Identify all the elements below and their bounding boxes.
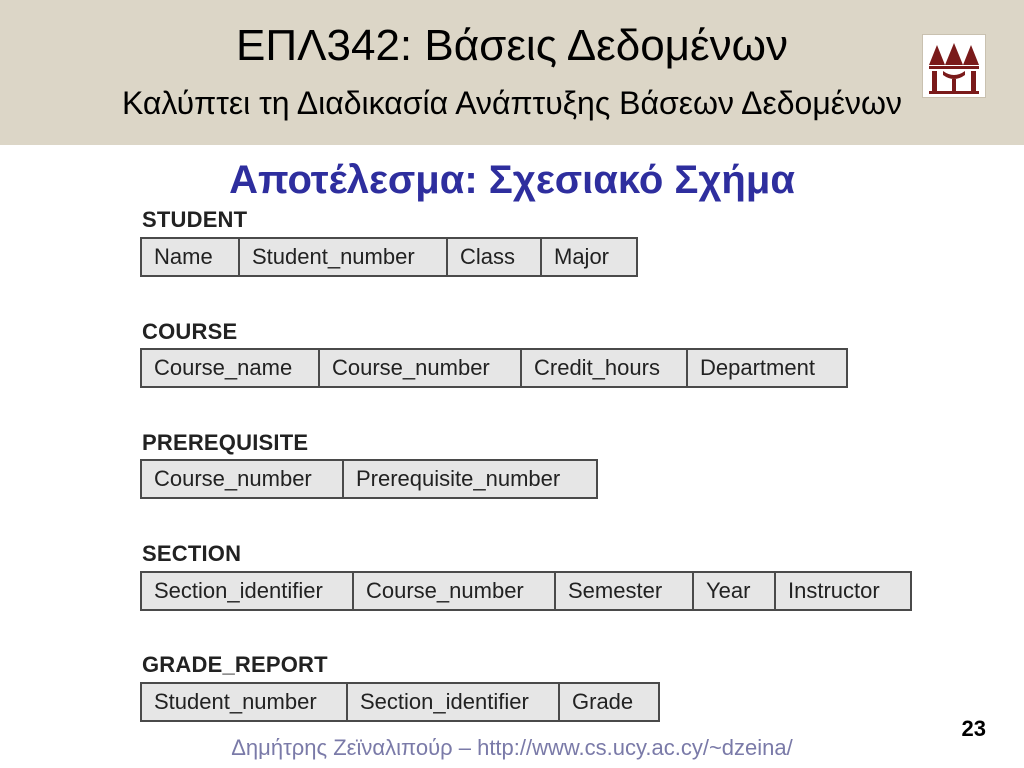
attribute-cell: Prerequisite_number: [356, 466, 561, 491]
relation-table-grade-report: [140, 682, 660, 722]
relation-name-section: SECTION: [142, 541, 242, 566]
attribute-cell: Major: [554, 244, 610, 269]
slide-header: [0, 0, 1024, 145]
attribute-cell: Credit_hours: [522, 350, 688, 386]
relation-table-section: [140, 571, 912, 611]
relation-name-grade-report: GRADE_REPORT: [142, 652, 328, 677]
attribute-cell: Course_number: [142, 461, 344, 497]
attribute-cell: Student_number: [240, 239, 448, 275]
attribute-cell: Year: [694, 573, 776, 609]
relation-table-prerequisite: [140, 459, 598, 499]
attribute-cell: Grade: [572, 689, 634, 714]
attribute-cell: Course_name: [142, 350, 320, 386]
relation-name-student: STUDENT: [142, 207, 248, 232]
attribute-cell: Name: [142, 239, 240, 275]
attribute-cell: Class: [448, 239, 542, 275]
attribute-cell: Instructor: [788, 578, 880, 603]
attribute-cell: Section_identifier: [142, 573, 354, 609]
attribute-cell: Student_number: [142, 684, 348, 720]
attribute-cell: Semester: [556, 573, 694, 609]
slide-title: ΕΠΛ342: Βάσεις Δεδομένων: [236, 21, 788, 70]
relation-table-course: [140, 348, 848, 388]
footer-author: Δημήτρης Ζεϊναλιπούρ – http://www.cs.ucy.ac.cy/~dzeina/: [231, 735, 793, 760]
attribute-cell: Department: [700, 355, 815, 380]
relation-table-student: [140, 237, 638, 277]
slide-heading: Αποτέλεσμα: Σχεσιακό Σχήμα: [229, 158, 795, 202]
attribute-cell: Section_identifier: [348, 684, 560, 720]
slide-subtitle: Καλύπτει τη Διαδικασία Ανάπτυξης Βάσεων Δεδομένων: [121, 85, 903, 121]
relation-name-course: COURSE: [142, 319, 238, 344]
page-number: 23: [961, 716, 986, 741]
attribute-cell: Course_number: [354, 573, 556, 609]
relation-name-prerequisite: PREREQUISITE: [142, 430, 309, 455]
university-logo-icon: [922, 34, 986, 98]
attribute-cell: Course_number: [320, 350, 522, 386]
